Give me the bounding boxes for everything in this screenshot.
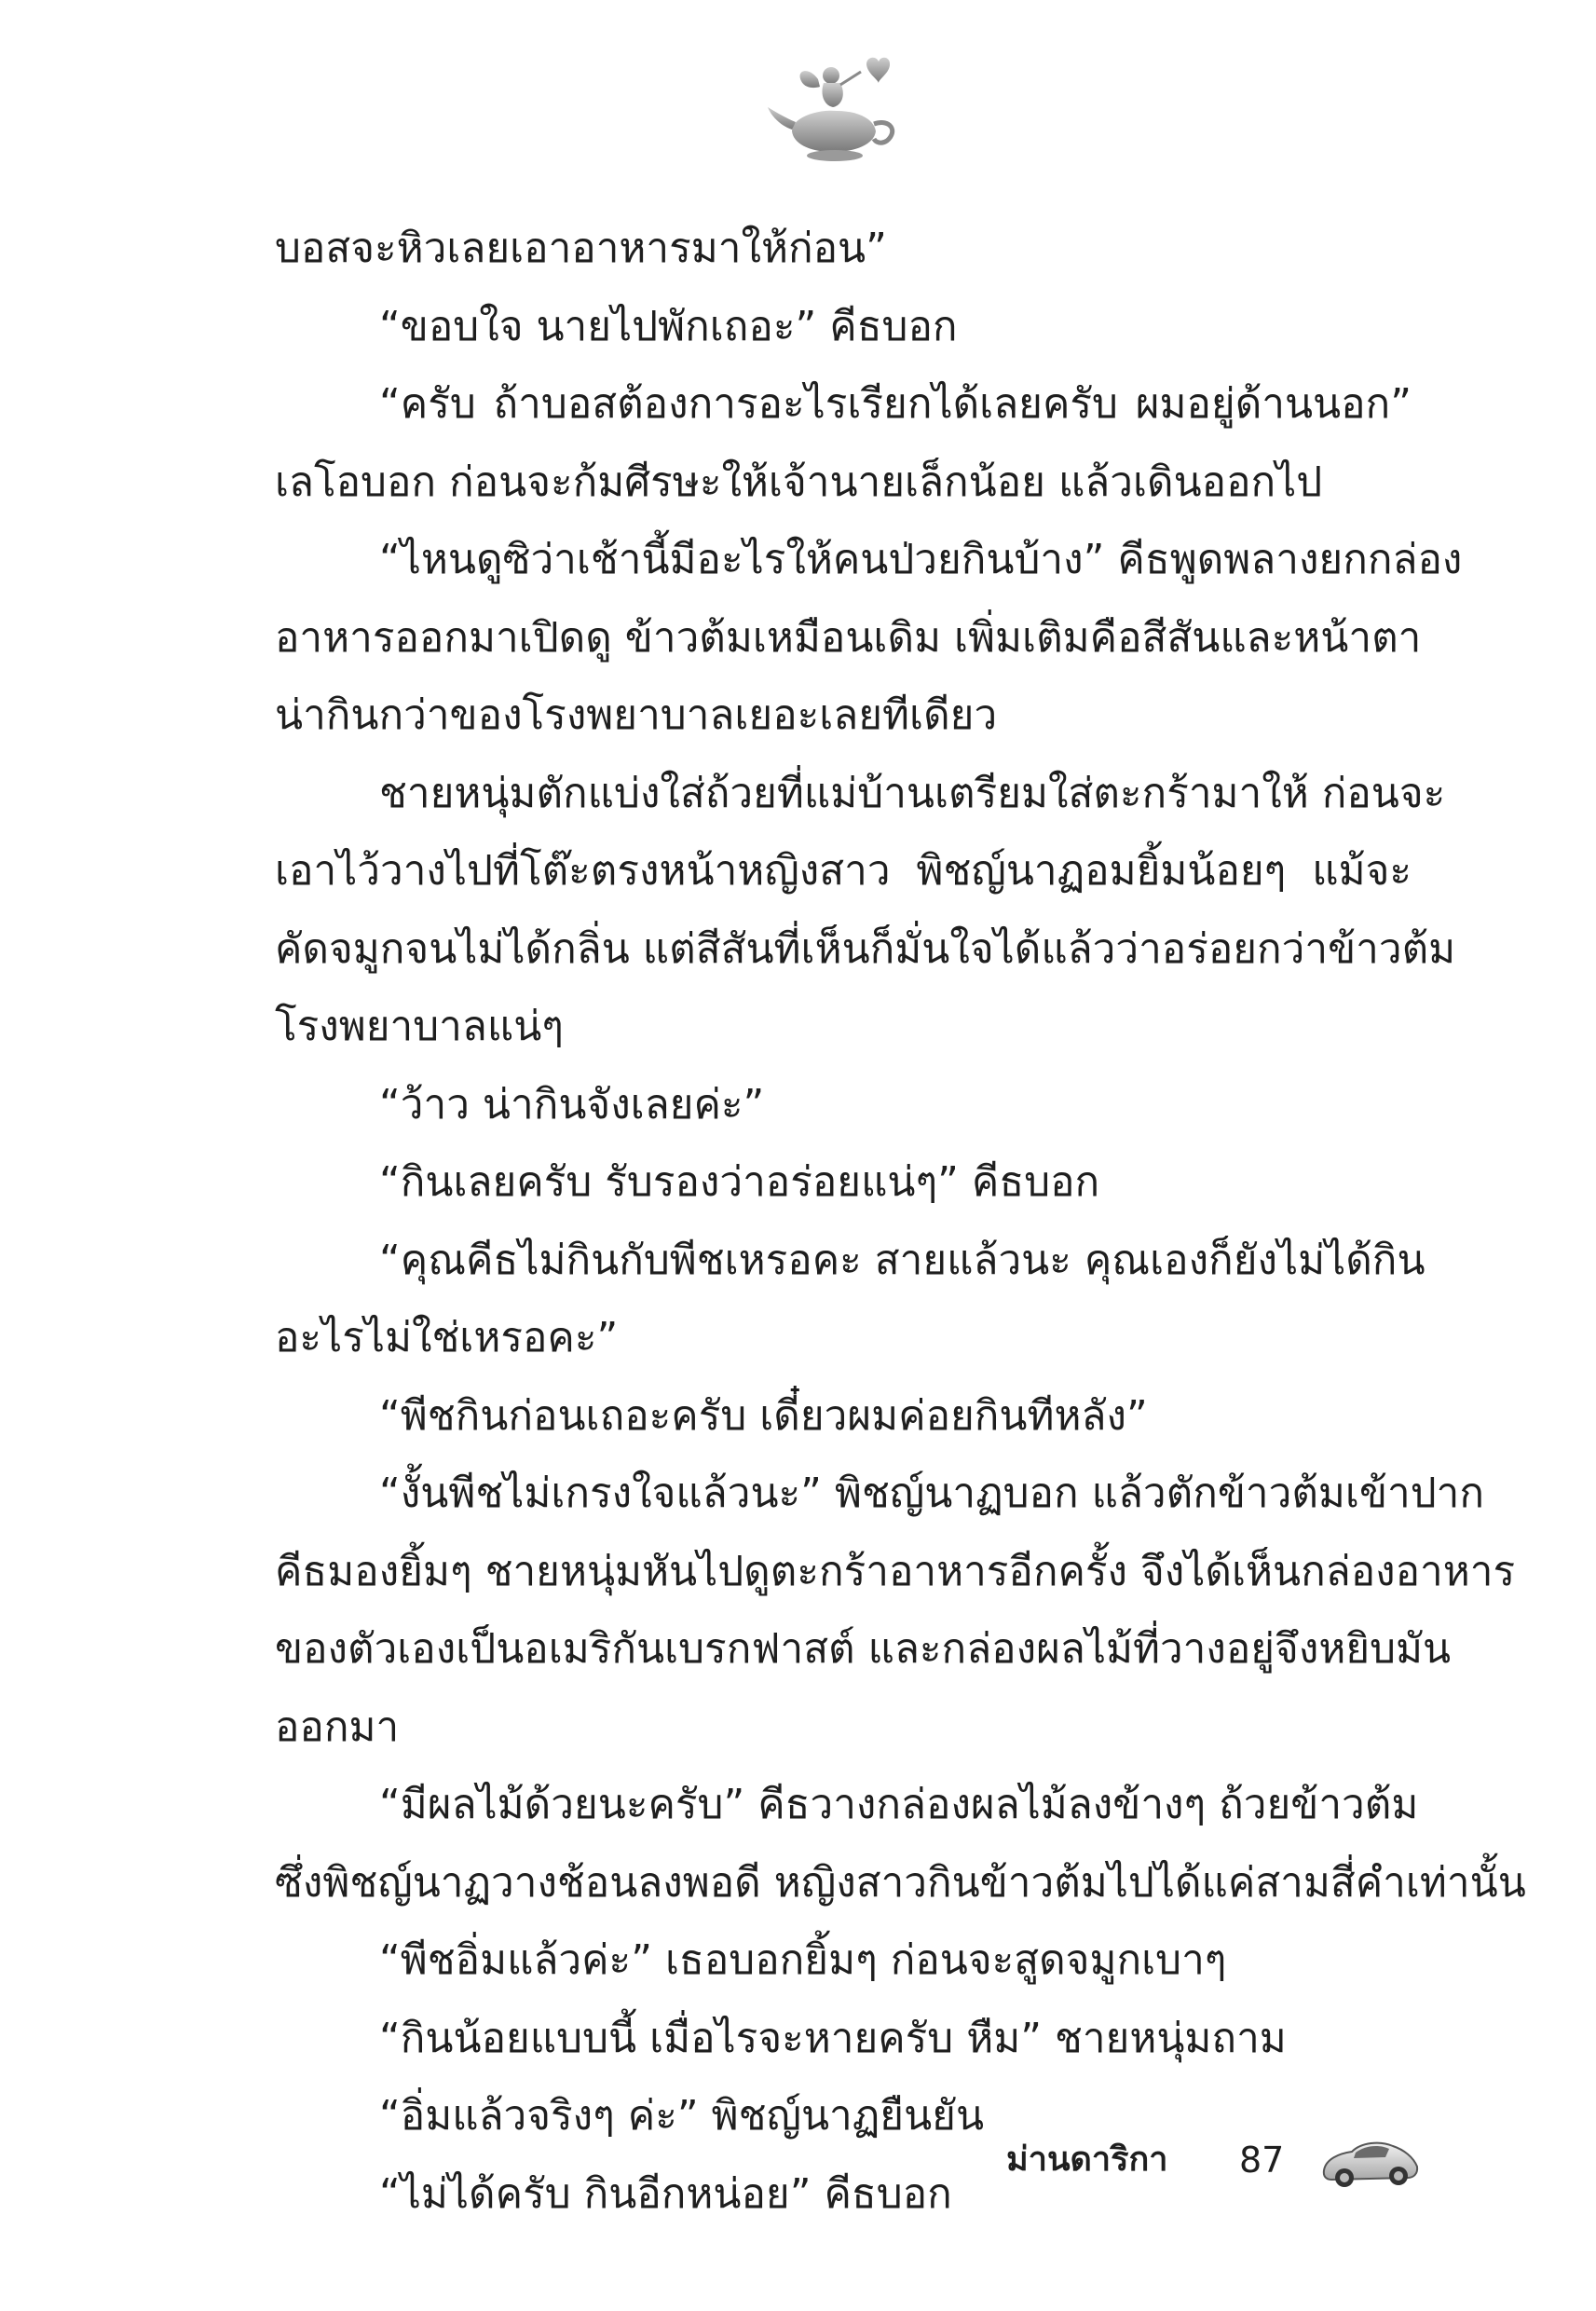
text-line: “ว้าว น่ากินจังเลยค่ะ” [379,1080,765,1128]
text-line: “พีชกินก่อนเถอะครับ เดี๋ยวผมค่อยกินทีหลัง” [379,1391,1148,1440]
text-line: “พีชอิ่มแล้วค่ะ” เธอบอกยิ้มๆ ก่อนจะสูดจมูกเบาๆ [379,1936,1227,1984]
text-line: “กินน้อยแบบนี้ เมื่อไรจะหายครับ หืม” ชายหนุ่มถาม [379,2014,1287,2062]
text-line: ซึ่งพิชญ์นาฏวางช้อนลงพอดี หญิงสาวกินข้าวต้มไปได้แค่สามสี่คำเท่านั้น [275,1858,1526,1907]
text-line: “มีผลไม้ด้วยนะครับ” คีธวางกล่องผลไม้ลงข้างๆ ถ้วยข้าวต้ม [379,1781,1419,1828]
text-line: “ขอบใจ นายไปพักเถอะ” คีธบอก [379,302,958,350]
text-line: เอาไว้วางไปที่โต๊ะตรงหน้าหญิงสาว พิชญ์นาฏอมยิ้มน้อยๆ แม้จะ [275,847,1412,895]
text-line: โรงพยาบาลแน่ๆ [275,1003,564,1050]
text-line: “กินเลยครับ รับรองว่าอร่อยแน่ๆ” คีธบอก [379,1158,1100,1206]
book-title: ม่านดาริกา [1006,2140,1168,2179]
text-line: ออกมา [275,1702,400,1751]
text-line: ชายหนุ่มตักแบ่งใส่ถ้วยที่แม่บ้านเตรียมใส่ตะกร้ามาให้ ก่อนจะ [379,769,1446,817]
text-line: ของตัวเองเป็นอเมริกันเบรกฟาสต์ และกล่องผลไม้ที่วางอยู่จึงหยิบมัน [275,1625,1452,1673]
text-line: “ไม่ได้ครับ กินอีกหน่อย” คีธบอก [379,2169,952,2218]
text-line: คีธมองยิ้มๆ ชายหนุ่มหันไปดูตะกร้าอาหารอีกครั้ง จึงได้เห็นกล่องอาหาร [275,1547,1516,1595]
text-line: “ครับ ถ้าบอสต้องการอะไรเรียกได้เลยครับ ผมอยู่ด้านนอก” [379,380,1412,428]
text-line: อาหารออกมาเปิดดู ข้าวต้มเหมือนเดิม เพิ่มเติมคือสีสันและหน้าตา [275,613,1422,662]
cupid-teapot-ornament-icon [764,51,904,163]
text-line: อะไรไม่ใช่เหรอคะ” [275,1314,619,1361]
text-line: คัดจมูกจนไม่ได้กลิ่น แต่สีสันที่เห็นก็มั่นใจได้แล้วว่าอร่อยกว่าข้าวต้ม [275,924,1456,973]
text-line: “คุณคีธไม่กินกับพีชเหรอคะ สายแล้วนะ คุณเองก็ยังไม่ได้กิน [379,1236,1425,1284]
text-line: “อิ่มแล้วจริงๆ ค่ะ” พิชญ์นาฏยืนยัน [379,2092,985,2140]
sports-car-icon [1318,2129,1421,2195]
text-line: “งั้นพีชไม่เกรงใจแล้วนะ” พิชญ์นาฏบอก แล้วตักข้าวต้มเข้าปาก [379,1470,1485,1517]
text-line: บอสจะหิวเลยเอาอาหารมาให้ก่อน” [275,225,887,272]
page-number: 87 [1239,2140,1285,2181]
text-line: “ไหนดูซิว่าเช้านี้มีอะไรให้คนป่วยกินบ้าง” คีธพูดพลางยกกล่อง [379,536,1463,583]
text-line: เลโอบอก ก่อนจะก้มศีรษะให้เจ้านายเล็กน้อย แล้วเดินออกไป [275,458,1323,506]
text-line: น่ากินกว่าของโรงพยาบาลเยอะเลยทีเดียว [275,691,998,739]
story-text [275,210,1526,2233]
